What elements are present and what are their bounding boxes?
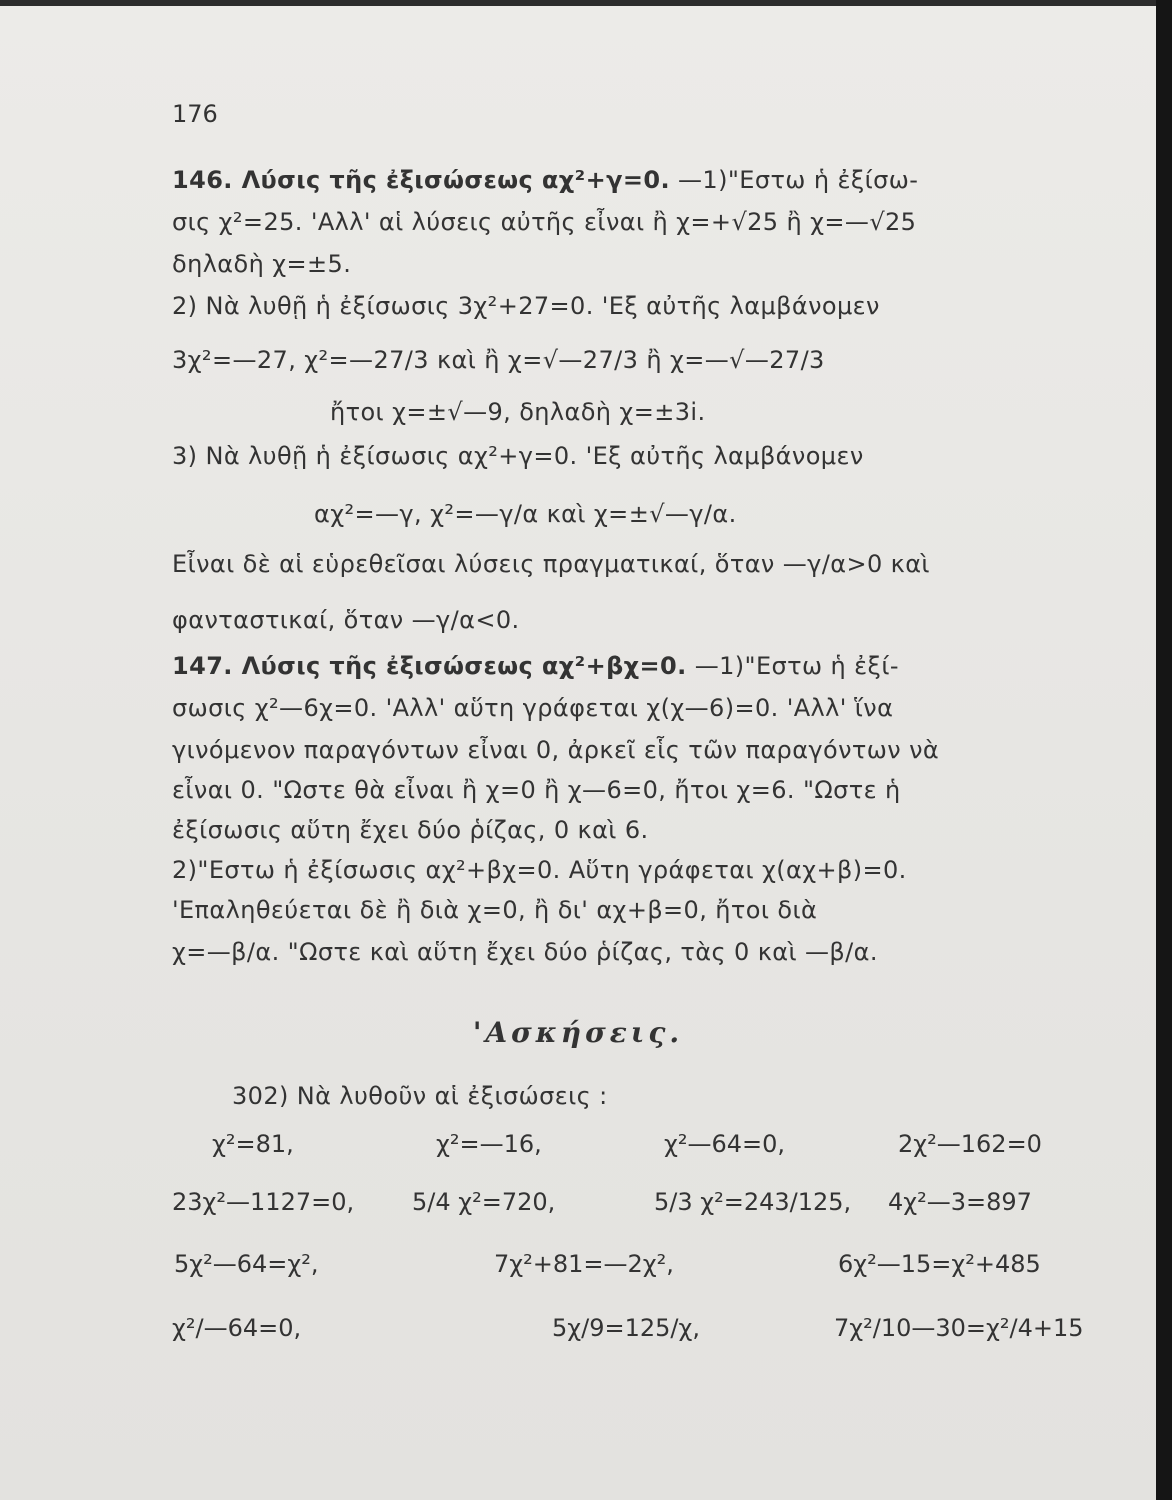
text-line: 3) Νὰ λυθῇ ἡ ἐξίσωσις αχ²+γ=0. 'Εξ αὐτῆς λαμβάνομεν	[172, 442, 864, 470]
text-line	[172, 650, 1132, 682]
text-line: ἤτοι χ=±√—9, δηλαδὴ χ=±3i.	[330, 398, 706, 426]
exercise-equation: 5/3 χ²=243/125,	[654, 1188, 852, 1216]
exercise-equation: 5χ/9=125/χ,	[552, 1314, 700, 1342]
text-line: δηλαδὴ χ=±5.	[172, 250, 352, 278]
exercise-equation: 7χ²+81=—2χ²,	[494, 1250, 674, 1278]
exercises-heading: 'Ασκήσεις.	[472, 1016, 684, 1049]
text-line: Εἶναι δὲ αἱ εὑρεθεῖσαι λύσεις πραγματικαί, ὅταν —γ/α>0 καὶ	[172, 550, 930, 578]
text-line	[172, 164, 1132, 196]
scan-right-edge	[1156, 0, 1172, 1500]
text-line: 2)"Εστω ἡ ἐξίσωσις αχ²+βχ=0. Αὕτη γράφεται χ(αχ+β)=0.	[172, 856, 907, 884]
exercise-equation: 23χ²—1127=0,	[172, 1188, 355, 1216]
exercise-equation: 5χ²—64=χ²,	[174, 1250, 319, 1278]
text-line: σωσις χ²—6χ=0. 'Αλλ' αὕτη γράφεται χ(χ—6)=0. 'Αλλ' ἵνα	[172, 694, 894, 722]
section-147-title: 147. Λύσις τῆς ἐξισώσεως αχ²+βχ=0.	[172, 652, 687, 680]
exercise-equation: χ²/—64=0,	[172, 1314, 302, 1342]
text-line: ἐξίσωσις αὕτη ἔχει δύο ῥίζας, 0 καὶ 6.	[172, 816, 649, 844]
text-line: γινόμενον παραγόντων εἶναι 0, ἀρκεῖ εἷς τῶν παραγόντων νὰ	[172, 736, 940, 764]
text-line: χ=—β/α. "Ωστε καὶ αὕτη ἔχει δύο ῥίζας, τὰς 0 καὶ —β/α.	[172, 938, 878, 966]
section-146-title: 146. Λύσις τῆς ἐξισώσεως αχ²+γ=0.	[172, 166, 670, 194]
section-147-rest: —1)"Εστω ἡ ἐξί-	[694, 652, 899, 680]
text-line: 3χ²=—27, χ²=—27/3 καὶ ἢ χ=√—27/3 ἢ χ=—√—27/3	[172, 346, 825, 374]
text-line: αχ²=—γ, χ²=—γ/α καὶ χ=±√—γ/α.	[314, 500, 737, 528]
text-line: σις χ²=25. 'Αλλ' αἱ λύσεις αὐτῆς εἶναι ἢ χ=+√25 ἢ χ=—√25	[172, 208, 917, 236]
exercise-equation: χ²=—16,	[436, 1130, 542, 1158]
scan-top-edge	[0, 0, 1172, 6]
exercise-equation: χ²=81,	[212, 1130, 294, 1158]
text-line: φανταστικαί, ὅταν —γ/α<0.	[172, 606, 520, 634]
exercise-equation: 6χ²—15=χ²+485	[838, 1250, 1041, 1278]
exercise-equation: χ²—64=0,	[664, 1130, 786, 1158]
page-number: 176	[172, 100, 218, 128]
exercise-equation: 2χ²—162=0	[898, 1130, 1042, 1158]
text-line: εἶναι 0. "Ωστε θὰ εἶναι ἢ χ=0 ἢ χ—6=0, ἤτοι χ=6. "Ωστε ἡ	[172, 776, 901, 804]
exercise-equation: 5/4 χ²=720,	[412, 1188, 556, 1216]
text-line: 'Επαληθεύεται δὲ ἢ διὰ χ=0, ἢ δι' αχ+β=0, ἤτοι διὰ	[172, 896, 818, 924]
exercise-equation: 7χ²/10—30=χ²/4+15	[834, 1314, 1084, 1342]
exercise-equation: 4χ²—3=897	[888, 1188, 1032, 1216]
text-line: 2) Νὰ λυθῇ ἡ ἐξίσωσις 3χ²+27=0. 'Εξ αὐτῆς λαμβάνομεν	[172, 292, 880, 320]
exercise-intro: 302) Νὰ λυθοῦν αἱ ἐξισώσεις :	[232, 1082, 608, 1110]
section-146-rest: —1)"Εστω ἡ ἐξίσω-	[678, 166, 919, 194]
